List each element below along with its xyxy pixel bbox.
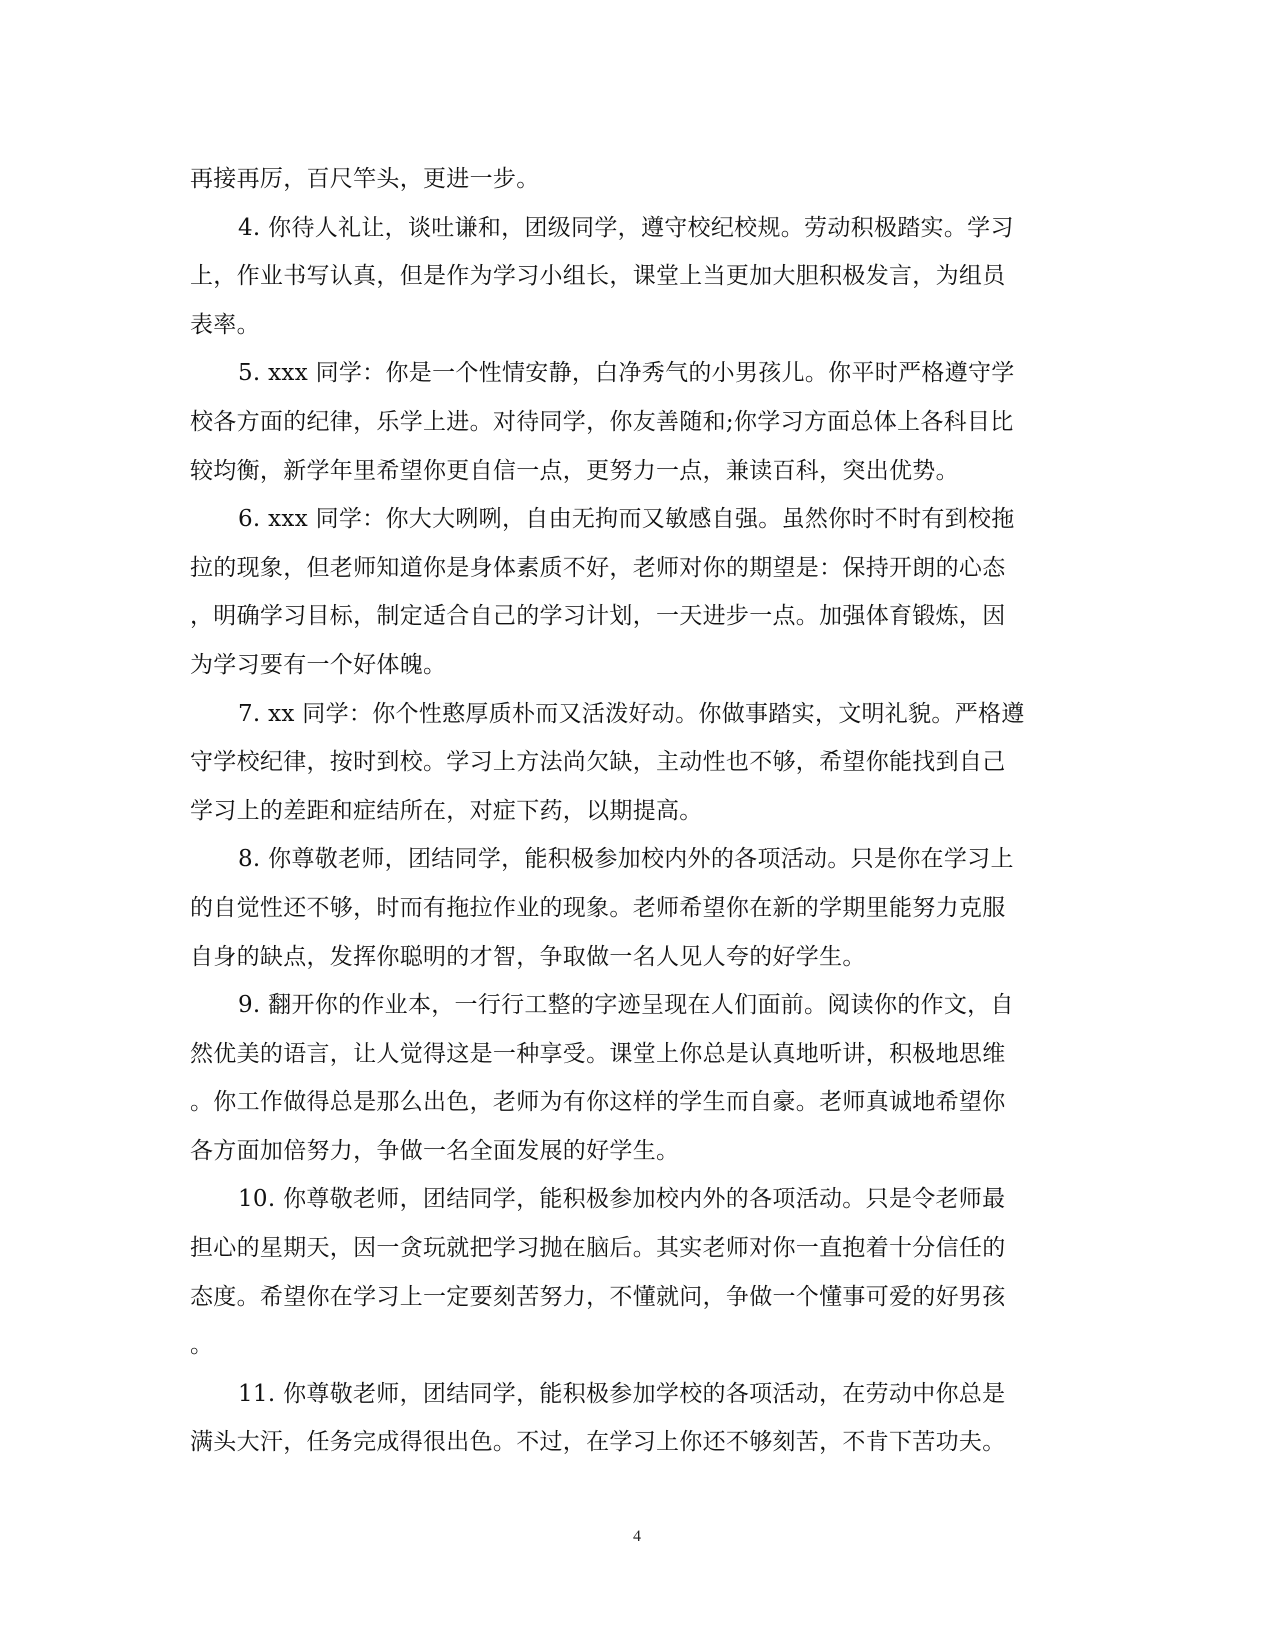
text-line: 满头大汗，任务完成得很出色。不过，在学习上你还不够刻苦，不肯下苦功夫。 (190, 1429, 1006, 1456)
text-line: 守学校纪律，按时到校。学习上方法尚欠缺，主动性也不够，希望你能找到自己 (190, 749, 1006, 776)
paragraph-item-11 (190, 1370, 1082, 1419)
text-line: 8. 你尊敬老师，团结同学，能积极参加校内外的各项活动。只是你在学习上 (238, 846, 1014, 873)
text-line: 。你工作做得总是那么出色，老师为有你这样的学生而自豪。老师真诚地希望你 (190, 1089, 1006, 1116)
text-line: 自身的缺点，发挥你聪明的才智，争取做一名人见人夸的好学生。 (190, 943, 866, 970)
text-line: 担心的星期天，因一贪玩就把学习抛在脑后。其实老师对你一直抱着十分信任的 (190, 1235, 1006, 1262)
text-line: 然优美的语言，让人觉得这是一种享受。课堂上你总是认真地听讲，积极地思维 (190, 1040, 1006, 1067)
paragraph-item-5 (190, 349, 1082, 398)
paragraph-item-5-cont (190, 398, 1082, 495)
text-line: 拉的现象，但老师知道你是身体素质不好，老师对你的期望是：保持开朗的心态 (190, 554, 1006, 581)
text-line: 为学习要有一个好体魄。 (190, 651, 447, 678)
text-line: 学习上的差距和症结所在，对症下药，以期提高。 (190, 797, 703, 824)
paragraph-continuation (190, 155, 1082, 204)
text-line: 较均衡，新学年里希望你更自信一点，更努力一点，兼读百科，突出优势。 (190, 457, 959, 484)
text-line: 上，作业书写认真，但是作为学习小组长，课堂上当更加大胆积极发言，为组员 (190, 263, 1006, 290)
text-line: ，明确学习目标，制定适合自己的学习计划，一天进步一点。加强体育锻炼，因 (190, 603, 1006, 630)
text-line: 7. xx 同学：你个性憨厚质朴而又活泼好动。你做事踏实，文明礼貌。严格遵 (238, 700, 1025, 727)
paragraph-item-6-cont (190, 544, 1082, 690)
paragraph-item-8-cont (190, 884, 1082, 981)
text-line: 表率。 (190, 311, 260, 338)
page-number: 4 (633, 1528, 641, 1545)
paragraph-item-6 (190, 495, 1082, 544)
paragraph-item-7 (190, 690, 1082, 739)
paragraph-item-10 (190, 1175, 1082, 1224)
paragraph-item-9 (190, 981, 1082, 1030)
paragraph-item-8 (190, 835, 1082, 884)
paragraph-item-7-cont (190, 738, 1082, 835)
paragraph-item-9-cont (190, 1030, 1082, 1176)
paragraph-item-11-cont (190, 1418, 1082, 1467)
document-body (190, 155, 1082, 1467)
paragraph-item-10-cont (190, 1224, 1082, 1370)
text-line: 9. 翻开你的作业本，一行行工整的字迹呈现在人们面前。阅读你的作文，自 (238, 992, 1014, 1019)
text-line: 再接再厉，百尺竿头，更进一步。 (190, 166, 540, 192)
paragraph-item-4 (190, 204, 1082, 253)
text-line: 4. 你待人礼让，谈吐谦和，团级同学，遵守校纪校规。劳动积极踏实。学习 (238, 214, 1014, 241)
text-line: 10. 你尊敬老师，团结同学，能积极参加校内外的各项活动。只是令老师最 (238, 1186, 1006, 1213)
text-line: 各方面加倍努力，争做一名全面发展的好学生。 (190, 1137, 680, 1164)
text-line: 的自觉性还不够，时而有拖拉作业的现象。老师希望你在新的学期里能努力克服 (190, 894, 1006, 921)
text-line: 6. xxx 同学：你大大咧咧，自由无拘而又敏感自强。虽然你时不时有到校拖 (238, 506, 1015, 533)
paragraph-item-4-cont (190, 252, 1082, 349)
text-line: 。 (190, 1332, 214, 1359)
text-line: 11. 你尊敬老师，团结同学，能积极参加学校的各项活动，在劳动中你总是 (238, 1380, 1006, 1407)
text-line: 5. xxx 同学：你是一个性情安静，白净秀气的小男孩儿。你平时严格遵守学 (238, 360, 1015, 387)
text-line: 态度。希望你在学习上一定要刻苦努力，不懂就问，争做一个懂事可爱的好男孩 (190, 1283, 1006, 1310)
text-line: 校各方面的纪律，乐学上进。对待同学，你友善随和;你学习方面总体上各科目比 (190, 408, 1014, 435)
